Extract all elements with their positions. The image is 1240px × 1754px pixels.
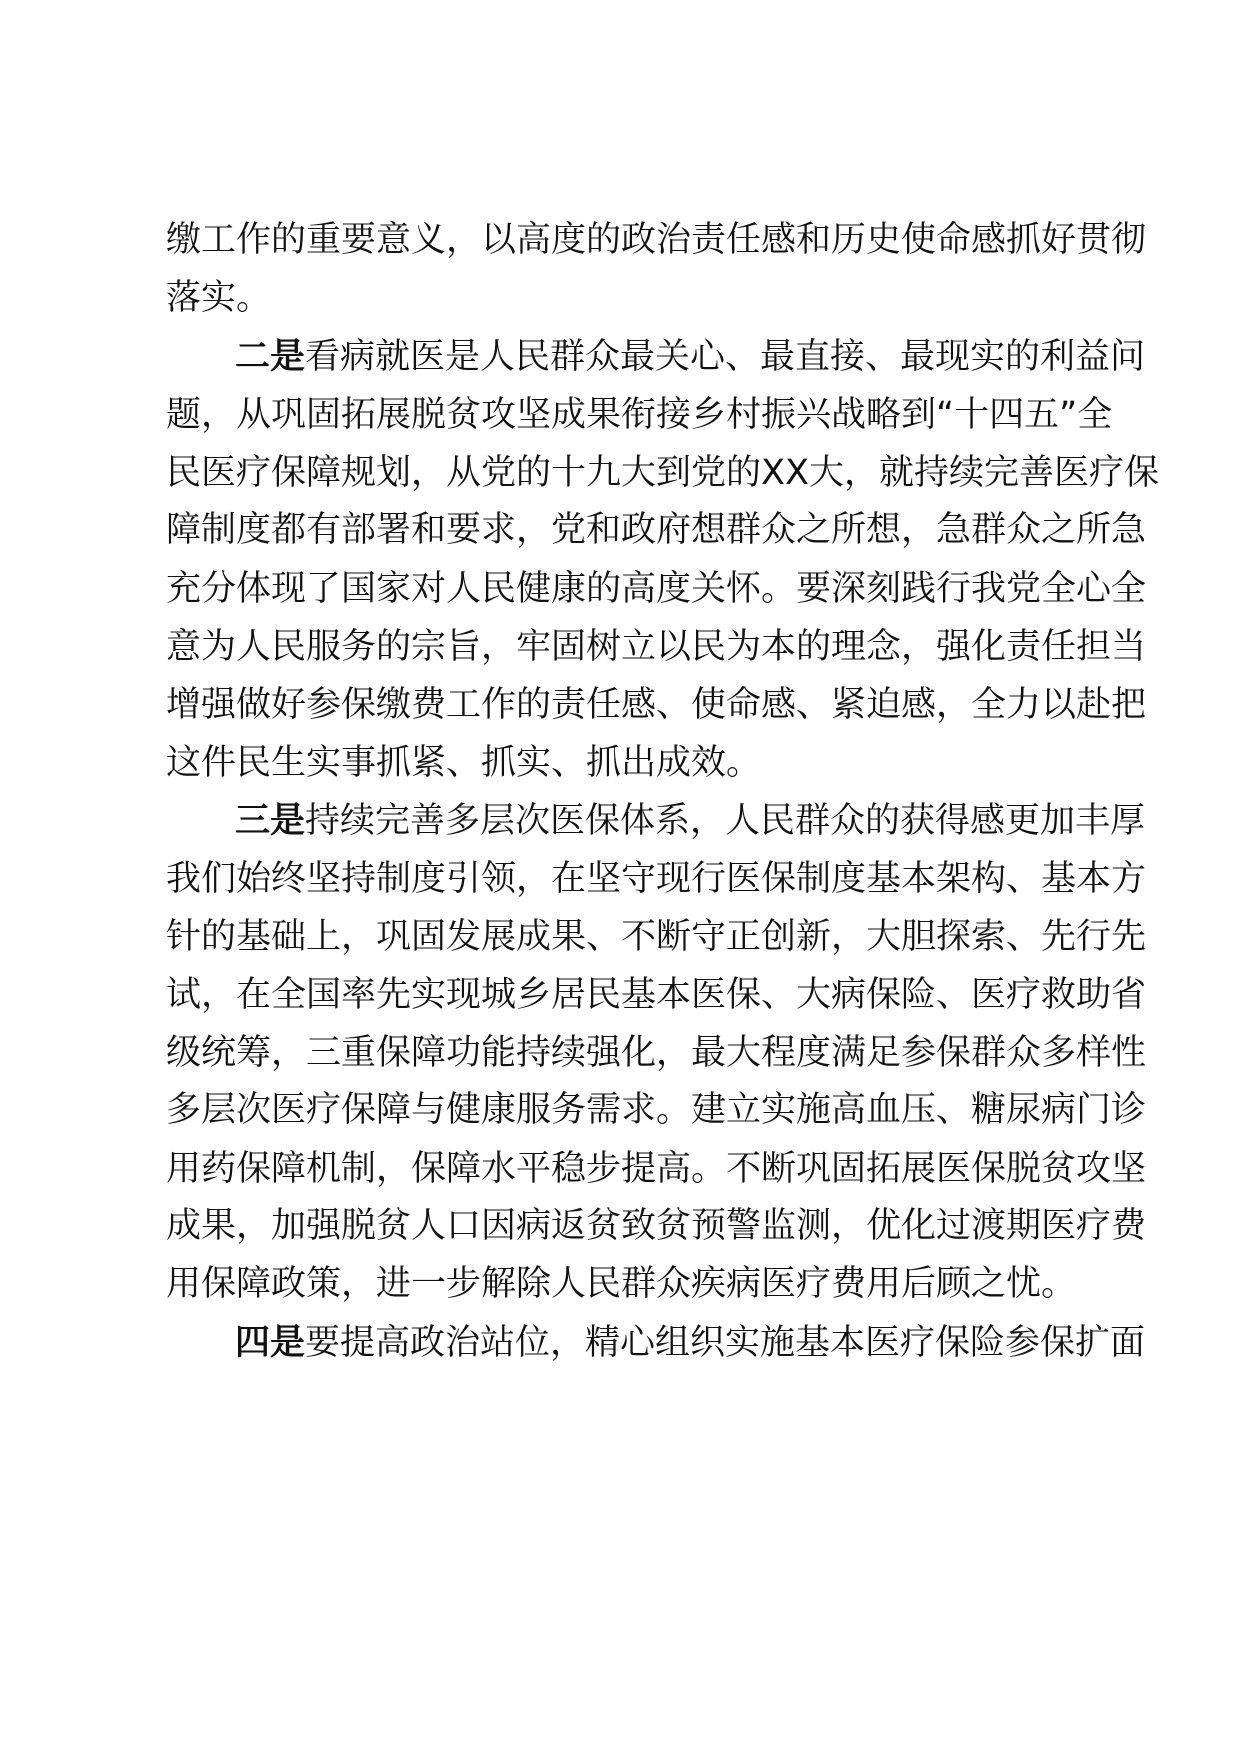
paragraph-4-lead: 四是 [235, 1323, 306, 1363]
paragraph-3-line-8: 成果，加强脱贫人口因病返贫致贫预警监测，优化过渡期医疗费 [166, 1206, 1147, 1246]
paragraph-2-line-8: 这件民生实事抓紧、抓实、抓出成效。 [166, 743, 762, 783]
paragraph-3-line-2: 我们始终坚持制度引领，在坚守现行医保制度基本架构、基本方 [166, 859, 1147, 899]
paragraph-2-lead: 二是 [235, 337, 306, 377]
paragraph-2-line-1 [235, 325, 1145, 389]
paragraph-3-line-1-text: 持续完善多层次医保体系，人民群众的获得感更加丰厚 [305, 801, 1146, 841]
paragraph-4-line-1-text: 要提高政治站位，精心组织实施基本医疗保险参保扩面 [305, 1323, 1146, 1363]
paragraph-2-line-2: 题，从巩固拓展脱贫攻坚成果衔接乡村振兴战略到“十四五”全 [166, 395, 1113, 435]
paragraph-3-line-1 [235, 789, 1145, 853]
paragraph-2-line-6: 意为人民服务的宗旨，牢固树立以民为本的理念，强化责任担当 [166, 627, 1147, 667]
paragraph-3-line-3: 针的基础上，巩固发展成果、不断守正创新，大胆探索、先行先 [166, 917, 1147, 957]
paragraph-2-line-7: 增强做好参保缴费工作的责任感、使命感、紧迫感，全力以赴把 [166, 685, 1147, 725]
paragraph-3-line-5: 级统筹，三重保障功能持续强化，最大程度满足参保群众多样性 [166, 1033, 1147, 1073]
paragraph-3-lead: 三是 [235, 801, 306, 841]
paragraph-2-line-1-text: 看病就医是人民群众最关心、最直接、最现实的利益问 [305, 337, 1146, 377]
paragraph-3-line-7: 用药保障机制，保障水平稳步提高。不断巩固拓展医保脱贫攻坚 [166, 1149, 1147, 1189]
paragraph-1-line-2: 落实。 [166, 278, 272, 318]
paragraph-2-line-5: 充分体现了国家对人民健康的高度关怀。要深刻践行我党全心全 [166, 569, 1147, 609]
paragraph-2-line-4: 障制度都有部署和要求，党和政府想群众之所想，急群众之所急 [166, 510, 1147, 550]
paragraph-1-line-1: 缴工作的重要意义，以高度的政治责任感和历史使命感抓好贯彻 [166, 220, 1147, 260]
paragraph-4-line-1 [235, 1311, 1145, 1375]
paragraph-3-line-6: 多层次医疗保障与健康服务需求。建立实施高血压、糖尿病门诊 [166, 1090, 1147, 1130]
paragraph-3-line-9: 用保障政策，进一步解除人民群众疾病医疗费用后顾之忧。 [166, 1264, 1077, 1304]
paragraph-2-line-3: 民医疗保障规划，从党的十九大到党的XX大，就持续完善医疗保 [166, 453, 1159, 493]
paragraph-3-line-4: 试，在全国率先实现城乡居民基本医保、大病保险、医疗救助省 [166, 975, 1147, 1015]
